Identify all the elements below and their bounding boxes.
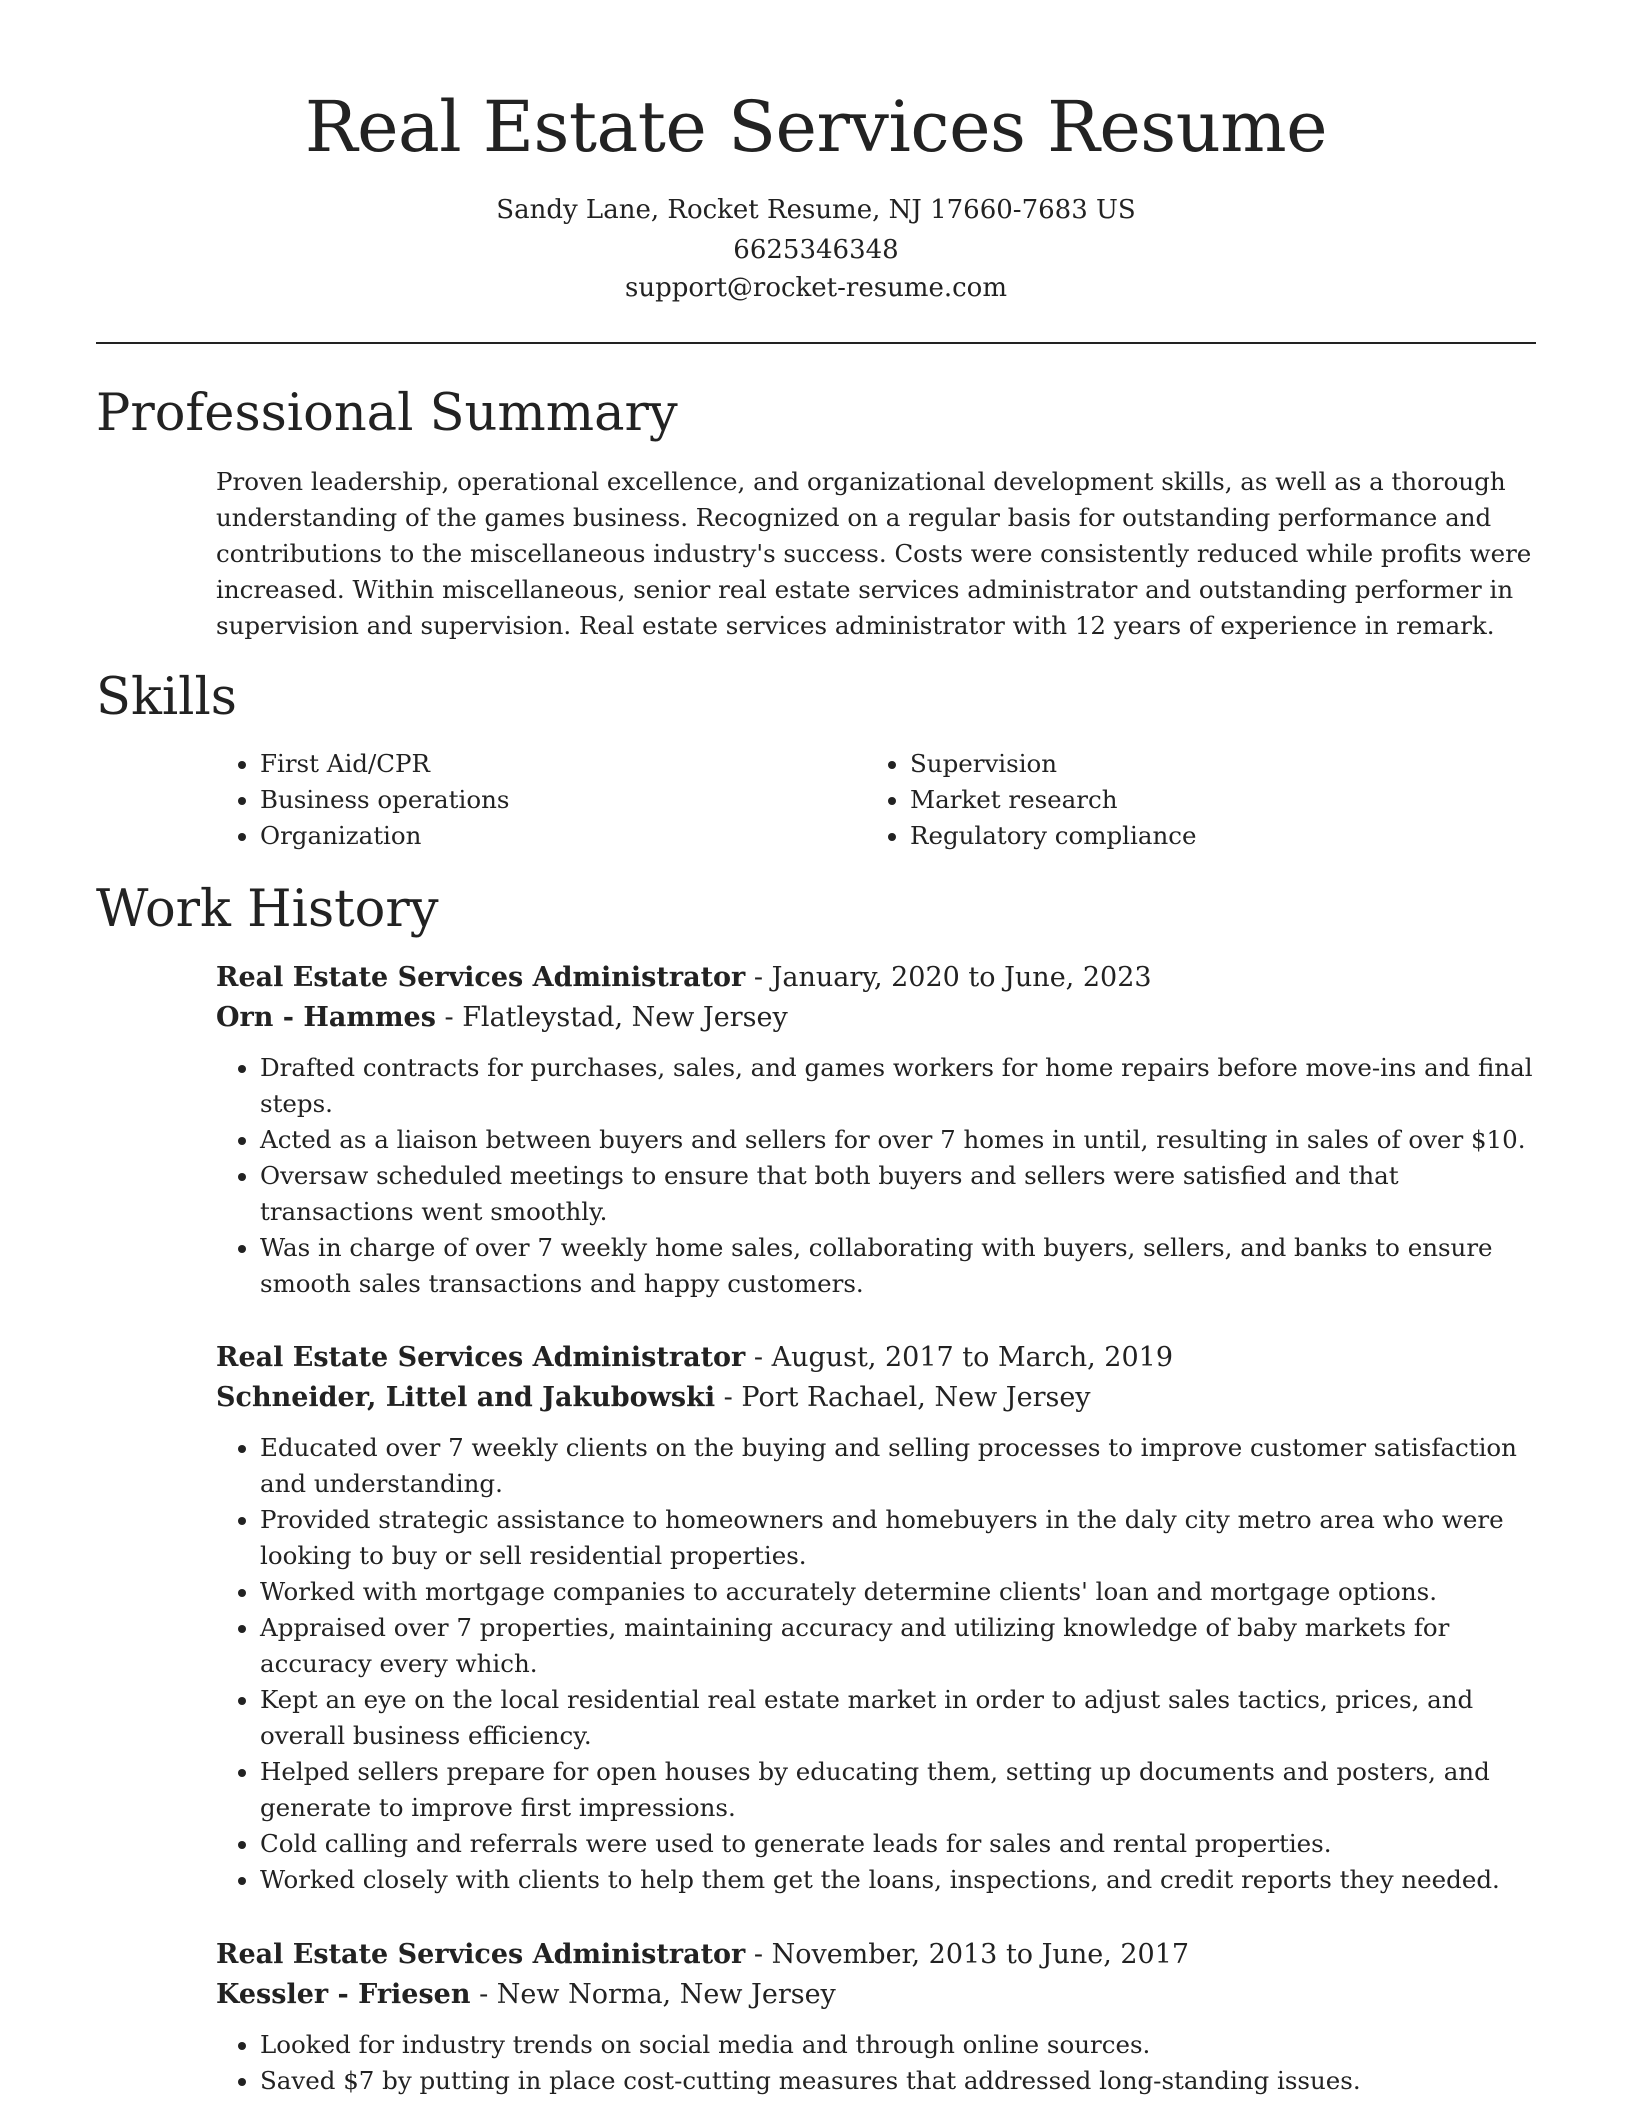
job-title: Real Estate Services Administrator [216,962,746,993]
job-bullet: • Oversaw scheduled meetings to ensure that both buyers and sellers were satisfied and that transactions went smoothly. [260,1158,1546,1230]
skill-item: • Business operations [260,782,860,818]
job-bullets [216,2027,1546,2099]
job-bullets [216,1050,1546,1302]
skills-list-right [866,746,1510,854]
contact-address: Sandy Lane, Rocket Resume, NJ 17660-7683 US [496,195,1136,225]
job-company-line [216,998,1546,1038]
job-entry [216,1338,1546,1898]
job-location: - New Norma, New Jersey [470,1979,836,2010]
job-dates: - August, 2017 to March, 2019 [745,1342,1174,1373]
summary-heading: Professional Summary [96,384,678,443]
job-bullet: • Looked for industry trends on social media and through online sources. [260,2027,1546,2063]
job-title-line [216,1935,1546,1975]
job-bullet: • Drafted contracts for purchases, sales, and games workers for home repairs before move-ins and final steps. [260,1050,1546,1122]
header-divider [96,342,1536,344]
job-bullet: • Saved $7 by putting in place cost-cutting measures that addressed long-standing issues. [260,2063,1546,2099]
job-dates: - November, 2013 to June, 2017 [745,1939,1190,1970]
work-history-heading: Work History [96,880,439,939]
job-bullet: • Helped sellers prepare for open houses by educating them, setting up documents and posters, and generate to improve first impressions. [260,1754,1546,1826]
job-bullet: • Provided strategic assistance to homeowners and homebuyers in the daly city metro area who were looking to buy or sell residential properties. [260,1502,1546,1574]
contact-phone: 6625346348 [733,235,899,265]
job-entry [216,958,1546,1302]
job-title: Real Estate Services Administrator [216,1939,746,1970]
job-bullet: • Educated over 7 weekly clients on the buying and selling processes to improve customer satisfaction and understanding. [260,1430,1546,1502]
job-title-line [216,958,1546,998]
job-bullets [216,1430,1546,1898]
job-bullet: • Worked closely with clients to help them get the loans, inspections, and credit reports they needed. [260,1862,1546,1898]
job-location: - Flatleystad, New Jersey [435,1002,788,1033]
job-title-line [216,1338,1546,1378]
job-company: Orn - Hammes [216,1002,436,1033]
job-bullet: • Acted as a liaison between buyers and sellers for over 7 homes in until, resulting in sales of over $10. [260,1122,1546,1158]
skill-item: • Regulatory compliance [910,818,1510,854]
job-dates: - January, 2020 to June, 2023 [745,962,1152,993]
job-bullet: • Appraised over 7 properties, maintaining accuracy and utilizing knowledge of baby markets for accuracy every which. [260,1610,1546,1682]
skill-item: • Market research [910,782,1510,818]
job-bullet: • Kept an eye on the local residential real estate market in order to adjust sales tactics, prices, and overall business efficiency. [260,1682,1546,1754]
skill-item: • Supervision [910,746,1510,782]
job-location: - Port Rachael, New Jersey [715,1382,1091,1413]
job-company-line [216,1378,1546,1418]
job-entry [216,1935,1546,2099]
resume-title: Real Estate Services Resume [304,86,1328,168]
skill-item: • Organization [260,818,860,854]
job-title: Real Estate Services Administrator [216,1342,746,1373]
job-bullet: • Was in charge of over 7 weekly home sales, collaborating with buyers, sellers, and banks to ensure smooth sales transactions and happy customers. [260,1230,1546,1302]
job-bullet: • Cold calling and referrals were used to generate leads for sales and rental properties. [260,1826,1546,1862]
skills-list-left [216,746,860,854]
job-company: Schneider, Littel and Jakubowski [216,1382,716,1413]
skill-item: • First Aid/CPR [260,746,860,782]
job-company-line [216,1975,1546,2015]
contact-email: support@rocket-resume.com [624,273,1007,303]
skills-heading: Skills [96,668,237,727]
summary-text: Proven leadership, operational excellence, and organizational development skills, as well as a thorough understanding of the games business. Recognized on a regular basis for outstanding performance and contributions to the miscellaneous industry's success. Costs were consistently reduced while profits were increased. Within miscellaneous, senior real estate services administrator and outstanding performer in supervision and supervision. Real estate services administrator with 12 years of experience in remark. [216,467,1532,640]
job-bullet: • Worked with mortgage companies to accurately determine clients' loan and mortgage options. [260,1574,1546,1610]
job-company: Kessler - Friesen [216,1979,471,2010]
